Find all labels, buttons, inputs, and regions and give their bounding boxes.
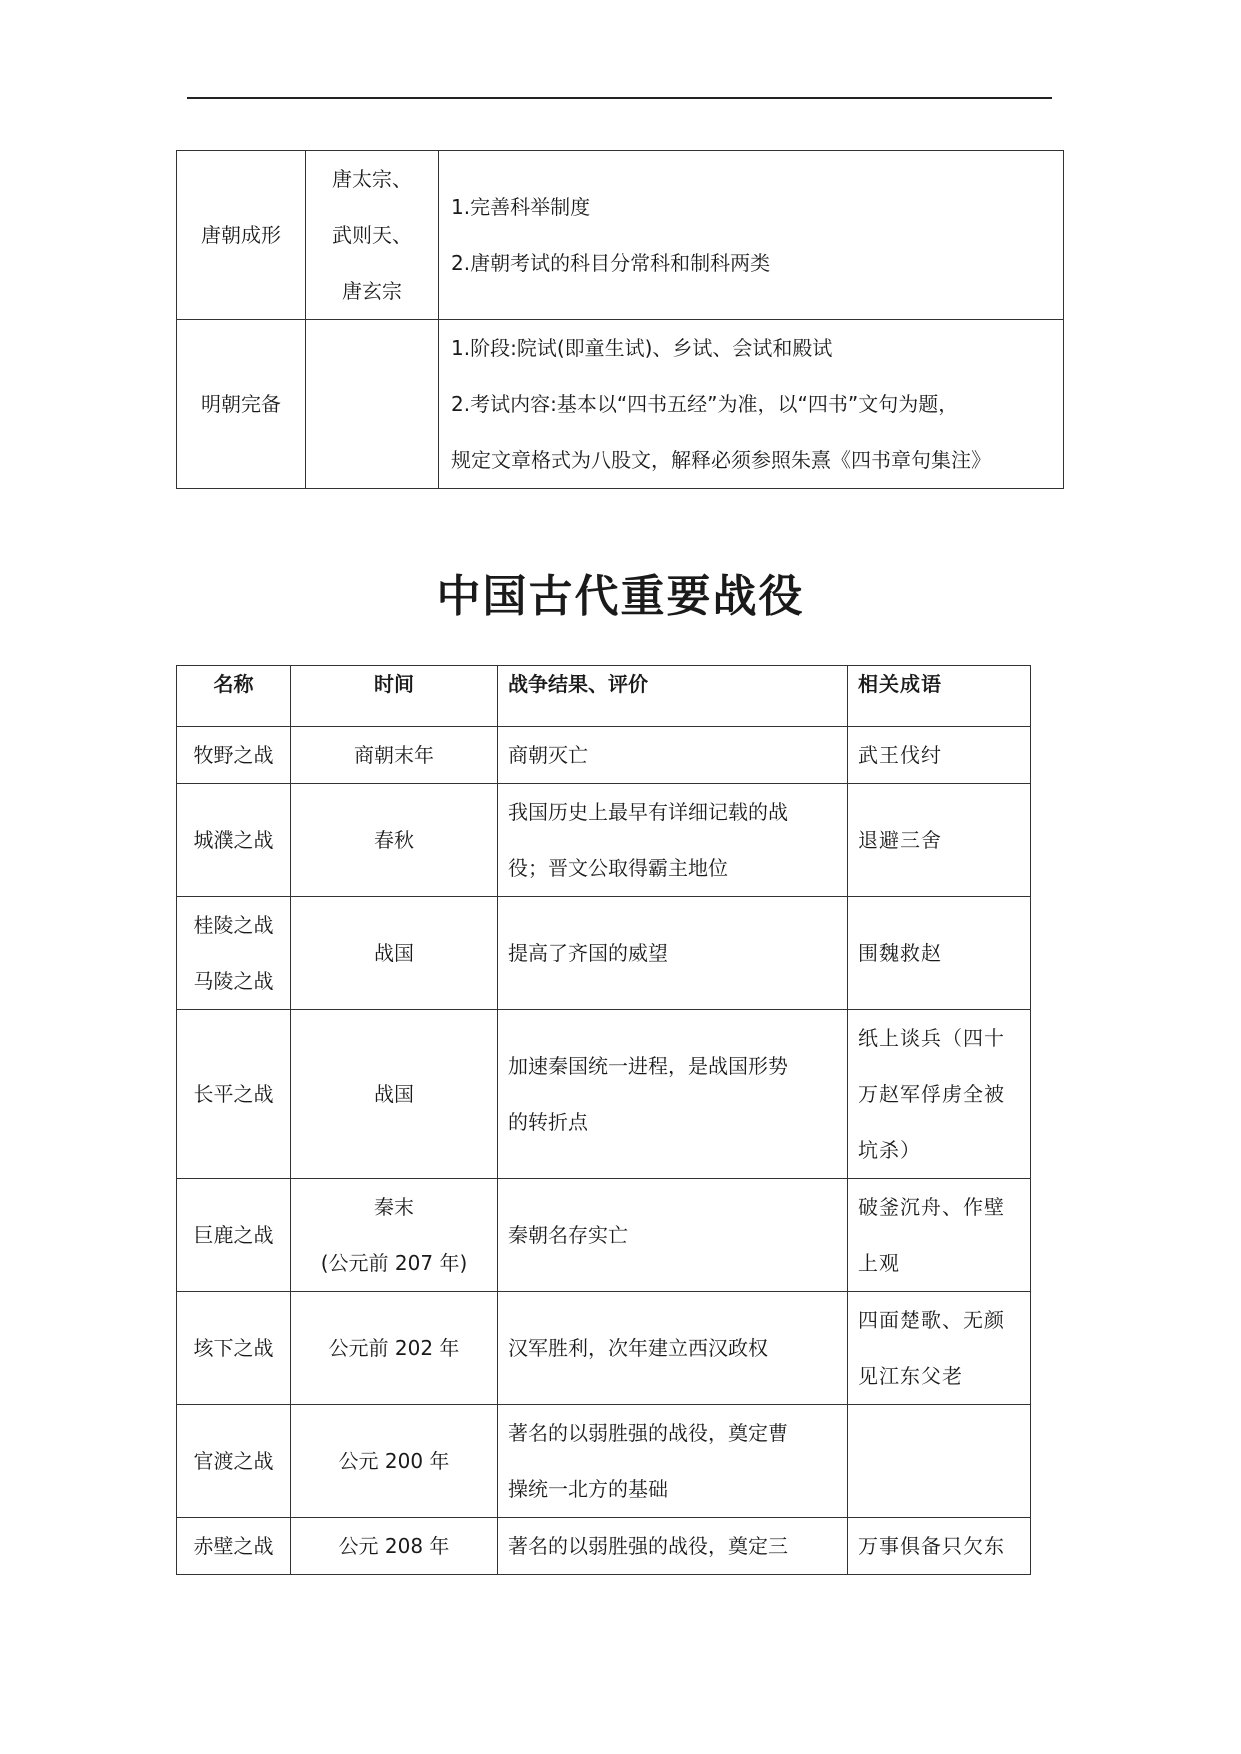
battle-name: 城濮之战 (177, 784, 291, 897)
battles-table (176, 665, 1031, 1575)
battle-idiom (848, 1405, 1031, 1518)
table-header-row (177, 666, 1031, 727)
battle-result: 汉军胜利，次年建立西汉政权 (498, 1292, 848, 1405)
battle-idiom: 万事俱备只欠东 (848, 1518, 1031, 1575)
people-cell: 唐太宗、 武则天、 唐玄宗 (306, 151, 439, 320)
table-row (177, 151, 1064, 320)
header-idiom: 相关成语 (848, 666, 1031, 727)
battle-time: 秦末 (公元前 207 年) (291, 1179, 498, 1292)
period-cell: 明朝完备 (177, 320, 306, 489)
battle-result: 商朝灭亡 (498, 727, 848, 784)
battle-result: 我国历史上最早有详细记载的战 役；晋文公取得霸主地位 (498, 784, 848, 897)
battle-idiom: 纸上谈兵（四十 万赵军俘虏全被 坑杀） (848, 1010, 1031, 1179)
battle-time: 公元 208 年 (291, 1518, 498, 1575)
battle-idiom: 围魏救赵 (848, 897, 1031, 1010)
header-name: 名称 (177, 666, 291, 727)
table-row (177, 1518, 1031, 1575)
table-row (177, 897, 1031, 1010)
table-row (177, 1179, 1031, 1292)
battle-idiom: 退避三舍 (848, 784, 1031, 897)
battle-time: 公元 200 年 (291, 1405, 498, 1518)
battle-result: 著名的以弱胜强的战役，奠定三 (498, 1518, 848, 1575)
section-title: 中国古代重要战役 (436, 571, 805, 622)
content-cell: 1.完善科举制度 2.唐朝考试的科目分常科和制科两类 (439, 151, 1064, 320)
battle-name: 垓下之战 (177, 1292, 291, 1405)
battle-time: 公元前 202 年 (291, 1292, 498, 1405)
battle-name: 牧野之战 (177, 727, 291, 784)
battle-name: 官渡之战 (177, 1405, 291, 1518)
table-row (177, 784, 1031, 897)
battle-time: 春秋 (291, 784, 498, 897)
battle-result: 著名的以弱胜强的战役，奠定曹 操统一北方的基础 (498, 1405, 848, 1518)
header-result: 战争结果、评价 (498, 666, 848, 727)
people-cell (306, 320, 439, 489)
table-row (177, 1292, 1031, 1405)
keju-table (176, 150, 1064, 489)
battle-result: 秦朝名存实亡 (498, 1179, 848, 1292)
battle-idiom: 四面楚歌、无颜 见江东父老 (848, 1292, 1031, 1405)
battle-name: 长平之战 (177, 1010, 291, 1179)
table-row (177, 320, 1064, 489)
battle-time: 战国 (291, 897, 498, 1010)
table-row (177, 1405, 1031, 1518)
battle-idiom: 破釜沉舟、作壁 上观 (848, 1179, 1031, 1292)
battle-result: 提高了齐国的威望 (498, 897, 848, 1010)
header-rule (187, 97, 1052, 99)
table-row (177, 727, 1031, 784)
period-cell: 唐朝成形 (177, 151, 306, 320)
battle-idiom: 武王伐纣 (848, 727, 1031, 784)
battle-result: 加速秦国统一进程，是战国形势 的转折点 (498, 1010, 848, 1179)
header-time: 时间 (291, 666, 498, 727)
battle-time: 商朝末年 (291, 727, 498, 784)
battle-time: 战国 (291, 1010, 498, 1179)
table-row (177, 1010, 1031, 1179)
content-cell: 1.阶段:院试(即童生试)、乡试、会试和殿试 2.考试内容:基本以“四书五经”为准，以“四书”文句为题， 规定文章格式为八股文，解释必须参照朱熹《四书章句集注》 (439, 320, 1064, 489)
battle-name: 巨鹿之战 (177, 1179, 291, 1292)
battle-name: 桂陵之战 马陵之战 (177, 897, 291, 1010)
battle-name: 赤壁之战 (177, 1518, 291, 1575)
